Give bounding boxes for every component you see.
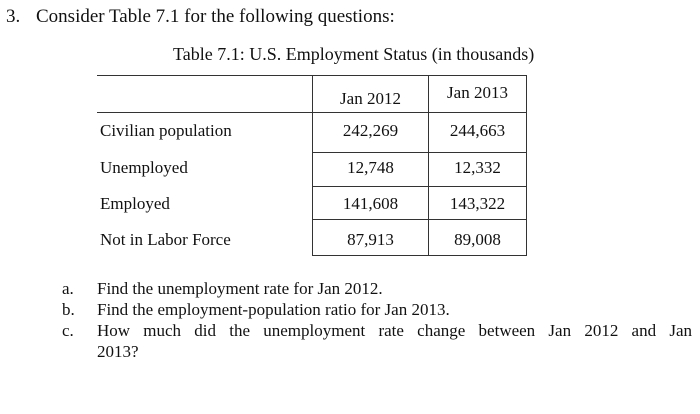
part-text: Find the unemployment rate for Jan 2012. xyxy=(97,279,383,298)
table-cell: 12,332 xyxy=(454,158,501,177)
table-cell: 244,663 xyxy=(449,121,506,140)
table-row-rule xyxy=(312,219,527,220)
row-label: Employed xyxy=(100,194,170,213)
table-cell: 87,913 xyxy=(347,230,394,249)
table-caption: Table 7.1: U.S. Employment Status (in thousands) xyxy=(173,44,535,64)
table-cell: 89,008 xyxy=(454,230,501,249)
table-bottom-rule xyxy=(312,255,527,256)
table-row-rule xyxy=(312,186,527,187)
question-parts xyxy=(62,278,692,362)
column-header: Jan 2013 xyxy=(447,83,508,102)
part-text-continuation: 2013? xyxy=(97,342,139,361)
question-number: 3. xyxy=(6,6,21,27)
column-header: Jan 2012 xyxy=(340,89,401,108)
table-cell: 242,269 xyxy=(342,121,399,140)
table-row-rule xyxy=(312,152,527,153)
table-column-rule xyxy=(526,75,527,256)
part-text: How much did the unemployment rate change between Jan 2012 and Jan xyxy=(97,321,692,340)
table-cell: 141,608 xyxy=(342,194,399,213)
table-cell: 143,322 xyxy=(449,194,506,213)
part-a xyxy=(62,278,692,299)
part-letter: b. xyxy=(62,300,75,319)
part-letter: c. xyxy=(62,321,74,340)
table-cell: 12,748 xyxy=(347,158,394,177)
part-b xyxy=(62,299,692,320)
row-label: Not in Labor Force xyxy=(100,230,231,249)
question-text: Consider Table 7.1 for the following questions: xyxy=(36,6,395,27)
employment-table xyxy=(97,75,527,256)
part-c xyxy=(62,320,692,362)
row-label: Civilian population xyxy=(100,121,232,140)
part-letter: a. xyxy=(62,279,74,298)
row-label: Unemployed xyxy=(100,158,188,177)
part-text: Find the employment-population ratio for Jan 2013. xyxy=(97,300,450,319)
